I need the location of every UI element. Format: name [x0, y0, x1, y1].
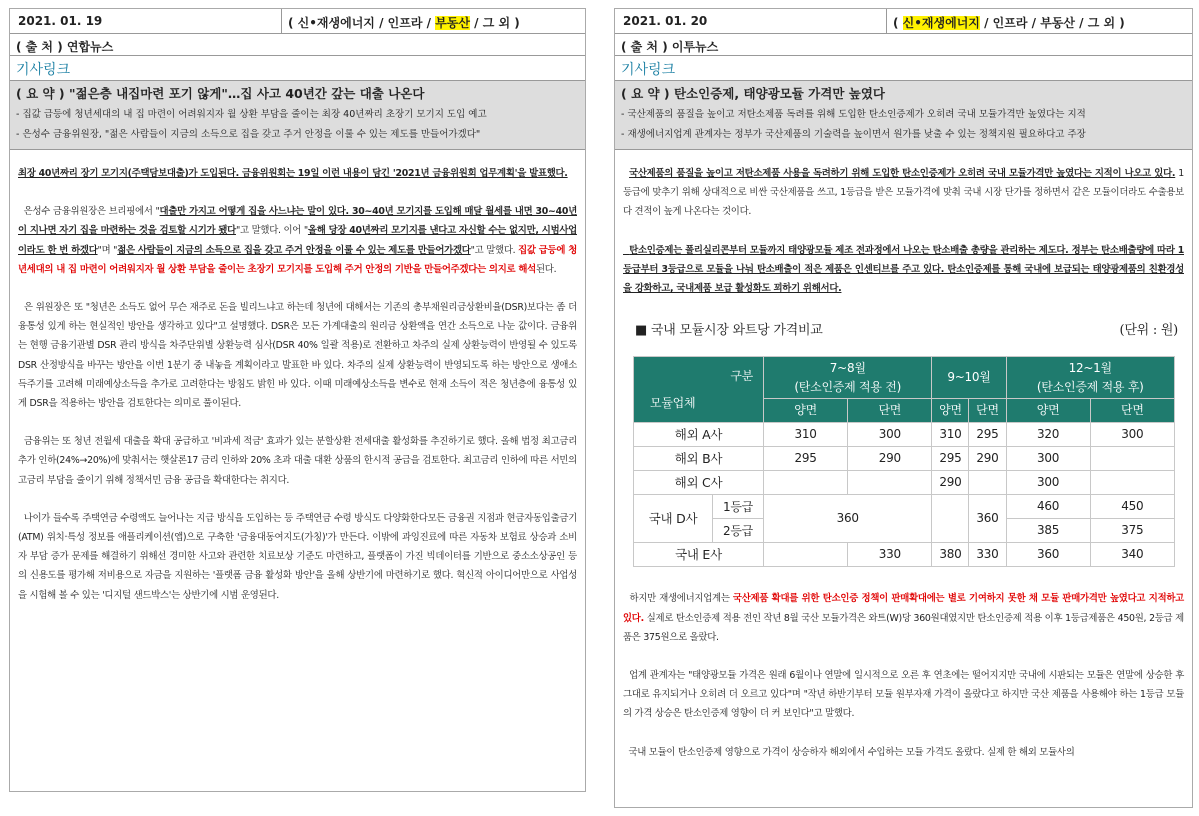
row-label: 국내 E사: [634, 543, 764, 567]
category-renewable-selected: 신•재생에너지: [902, 16, 980, 30]
cell: 340: [1090, 543, 1174, 567]
row-label: 해외 A사: [634, 423, 764, 447]
cell: 295: [764, 447, 848, 471]
cell: 460: [1006, 495, 1090, 519]
cell: 290: [848, 447, 932, 471]
category-separator: /: [979, 16, 993, 30]
text-run: 국내 모듈이 탄소인증제 영향으로 가격이 상승하자 해외에서 수입하는 모듈 가격도 올랐다. 실제 한 해외 모듈사의: [628, 746, 1075, 758]
article-source: ( 출 처 ) 이투뉴스: [615, 34, 1192, 56]
card-header: [10, 9, 585, 34]
category-other: 그 외: [482, 16, 511, 30]
row-label: 해외 B사: [634, 447, 764, 471]
header-mono: 단면: [1090, 399, 1174, 423]
header-bifacial: 양면: [932, 399, 969, 423]
cell: 300: [1006, 471, 1090, 495]
text-run: 하지만 재생에너지업계는: [629, 593, 733, 605]
text-run: 1등급에 맞추기 위해 상대적으로 비싼 국산제품을 쓰고, 1등급을 받은 모듈가격에 맞춰 국내 시장 단가를 정하면서 같은 모듈이더라도 수출용보다 견적이 높게 나온다는 것이다.: [623, 168, 1184, 218]
cell: 290: [932, 471, 969, 495]
summary-title: ( 요 약 ) 탄소인증제, 태양광모듈 가격만 높였다: [621, 86, 885, 101]
table-corner-header: [634, 357, 764, 423]
table-row: [634, 471, 1175, 495]
text-run: 은성수 금융위원장은 브리핑에서 ": [23, 206, 160, 218]
paragraph: [623, 589, 1184, 647]
emphasis-text: 탄소인증제는 폴리실리콘부터 모듈까지 태양광모듈 제조 전과정에서 나오는 탄소배출 총량을 관리하는 제도다. 정부는 탄소배출량에 따라 1등급부터 3등급으로 모듈을 나눠 탄소배출이 적은 제품은 인센티브를 주고 있다. 탄소인증제를 통해 국내에 보급되는 태양광제품의 친환경성을 강화하고, 국내제품 보급 활성화도 꾀하기 위해서다.: [623, 244, 1184, 295]
cell: 330: [848, 543, 932, 567]
paragraph: [623, 164, 1184, 222]
cell: [764, 543, 848, 567]
summary-box: [10, 81, 585, 150]
header-period-1-note: (탄소인증제 적용 전): [794, 379, 902, 394]
category-paren: ): [510, 16, 520, 30]
category-paren: (: [893, 16, 903, 30]
header-mono: 단면: [848, 399, 932, 423]
cell: 450: [1090, 495, 1174, 519]
header-period-1: [764, 357, 932, 399]
cell: 295: [932, 447, 969, 471]
highlight-text: 집값 급등에 청년세대의 내 집 마련이 어려워지자 월 상환 부담을 줄이는 초장기 모기지를 도입해 주거 안정의 기반을 만들어주겠다는 의지로 해석: [18, 244, 578, 275]
article-link[interactable]: 기사링크: [10, 56, 585, 81]
article-body: [10, 150, 585, 605]
row-label: 국내 D사: [648, 511, 698, 527]
text-run: "며 ": [97, 244, 118, 256]
text-run: 업계 관계자는 "태양광모듈 가격은 원래 6월이나 연말에 일시적으로 오른 후 연초에는 떨어지지만 국내에 시판되는 모듈은 연말에 상승한 후 그대로 유지되거나 오히려 더 오르고 있다"며 "작년 하반기부터 모듈 원부자재 가격이 올랐다고 하지만 국산 제품을 사용해야 하는 1등급 모듈의 가격 상승은 탄소인증제 영향이 더 커 보인다"고 말했다.: [623, 670, 1185, 720]
category-separator: /: [1074, 16, 1088, 30]
category-paren: (: [288, 16, 298, 30]
article-link[interactable]: 기사링크: [615, 56, 1192, 81]
grade-labels: [712, 495, 764, 543]
cell: 310: [764, 423, 848, 447]
summary-line: - 집값 급등에 청년세대의 내 집 마련이 어려워지자 월 상환 부담을 줄이는 최장 40년짜리 초장기 모기지 도입 예고: [16, 109, 487, 120]
row-label: 해외 C사: [634, 471, 764, 495]
cell: [848, 471, 932, 495]
emphasis-text: 국산제품의 품질을 높이고 저탄소제품 사용을 독려하기 위해 도입한 탄소인증제가 오히려 국내 모듈가격만 높였다는 지적이 나오고 있다.: [629, 168, 1176, 179]
cell: 360: [969, 495, 1006, 543]
cell: 300: [848, 423, 932, 447]
cell: 300: [1006, 447, 1090, 471]
category-infra: 인프라: [387, 16, 423, 30]
cell: [1090, 471, 1174, 495]
card-header: [615, 9, 1192, 34]
category-paren: ): [1115, 16, 1125, 30]
paragraph: [18, 298, 577, 413]
text-run: 금융위는 또 청년 전월세 대출을 확대 공급하고 '비과세 적금' 효과가 있는 분할상환 전세대출 활성화를 추진하기로 했다. 올해 법정 최고금리 추가 인하(24%→20%)에 맞춰서는 햇살론17 금리 인하와 20% 초과 대출 대환 상품의 한시적 공급을 검토한다. 최고금리 인하에 따른 서민의 고금리 부담을 줄이기 위해 정책서민 금융 공급을 확대한다는 취지다.: [18, 436, 577, 486]
cell: [1090, 447, 1174, 471]
paragraph: [623, 743, 1184, 762]
header-period-1-months: 7~8월: [829, 360, 866, 375]
cell: 320: [1006, 423, 1090, 447]
cell: 310: [932, 423, 969, 447]
text-run: "고 말했다.: [470, 244, 519, 256]
text-run: 나이가 들수록 주택연금 수령액도 늘어나는 지급 방식을 도입하는 등 주택연금 수령 방식도 다양화한다모든 금융권 지점과 현금자동입출금기(ATM) 위치·특성 정보를 애플리케이션(앱)으로 구축한 '금융대동여지도(가칭)'가 만든다. 이밖에 과잉진료에 따른 자동차 보험료 상승과 소비자 부담 증가 문제를 해결하기 위해선 경미한 사고와 관련한 치료보상 기준도 마련하고, 플랫폼이 가진 빅데이터를 기반으로 중소소상공인 등의 신용도를 평가해 저비용으로 자금을 지원하는 '플랫폼 금융 활성화 방안'을 올해 상반기에 마련하기로 했다. 혁신적 아이디어만으로 사업성을 시험해 볼 수 있는 '디지털 샌드박스'는 상반기에 시범 운영된다.: [18, 512, 578, 601]
category-separator: /: [422, 16, 436, 30]
header-period-2: 9~10월: [932, 357, 1006, 399]
header-mono: 단면: [969, 399, 1006, 423]
paragraph: 최장 40년짜리 장기 모기지(주택담보대출)가 도입된다. 금융위원회는 19일 이런 내용이 담긴 '2021년 금융위원회 업무계획'을 발표했다.: [18, 168, 568, 179]
news-card-left: [9, 8, 586, 792]
table-row: [634, 447, 1175, 471]
cell: 380: [932, 543, 969, 567]
header-bifacial: 양면: [1006, 399, 1090, 423]
cell: 330: [969, 543, 1006, 567]
header-period-3: [1006, 357, 1175, 399]
paragraph: [18, 432, 577, 490]
category-realestate: 부동산: [1040, 16, 1075, 30]
category-separator: /: [1027, 16, 1041, 30]
summary-line: - 은성수 금융위원장, "젊은 사람들이 지금의 소득으로 집을 갖고 주거 안정을 이룰 수 있는 제도를 만들어가겠다": [16, 129, 481, 140]
category-realestate-selected: 부동산: [435, 16, 470, 30]
cell: 300: [1090, 423, 1174, 447]
summary-line: - 국산제품의 품질을 높이고 저탄소제품 독려를 위해 도입한 탄소인증제가 오히려 국내 모듈가격만 높였다는 지적: [621, 109, 1086, 120]
table-unit: (단위 : 원): [1119, 323, 1178, 339]
cell: [969, 471, 1006, 495]
table-row: [634, 423, 1175, 447]
cell: [932, 495, 969, 543]
article-date: 2021. 01. 19: [10, 9, 282, 33]
table-row: [634, 543, 1175, 567]
text-run: 은 위원장은 또 "청년은 소득도 없어 무슨 재주로 돈을 빌리느냐고 하는데 청년에 대해서는 기존의 총부채원리금상환비율(DSR)보다는 좀 더 융통성 있게 하는 현실적인 방안을 생각하고 있다"고 설명했다. DSR은 모든 가계대출의 원리금 상환액을 연간 소득으로 나눈 값이다. 금융위는 현행 금융기관별 DSR 관리 방식을 차주단위별 상환능력 심사(DSR 40% 일괄 적용)로 전환하고 차주의 실제 상환능력이 반영될 수 있도록 DSR 산정방식을 바꾸는 방안을 이번 1분기 중 내놓을 계획이라고 발표한 바 있다. 차주의 실제 상환능력이 반영되도록 하는 방안으로 생애소득주기를 고려해 미래예상소득을 추가로 고려한다는 방침도 밝힌 바 있다. 이때 미래예상소득을 변수로 현재 소득이 적은 청년층에 융통성 있게 DSR을 적용하는 방안을 검토한다는 의미로 풀이된다.: [18, 302, 577, 410]
category-infra: 인프라: [992, 16, 1028, 30]
category-list: [887, 9, 1192, 33]
article-body: [615, 150, 1192, 762]
paragraph: [623, 241, 1184, 299]
article-date: 2021. 01. 20: [615, 9, 887, 33]
paragraph: [623, 666, 1184, 724]
cell: 385: [1006, 519, 1090, 543]
highlight-text: 국산제품 확대를 위한 탄소인증 정책이 판매확대에는 별로 기여하지 못한 채 모듈 판매가격만 높였다고 지적하고 있다.: [623, 593, 1184, 624]
category-list: [282, 9, 585, 33]
emphasis-text: 대출만 가지고 어떻게 집을 사느냐는 말이 있다. 30~40년 모기지를 도입해 매달 월세를 내면 30~40년이 지나면 자기 집을 마련하는 것을 검토할 시기가 됐다: [18, 206, 577, 237]
text-run: "고 말했다. 이어 ": [235, 225, 308, 237]
grade-1-label: 1등급: [712, 495, 764, 519]
paragraph: [18, 509, 577, 605]
article-source: ( 출 처 ) 연합뉴스: [10, 34, 585, 56]
text-run: 실제로 탄소인증제 적용 전인 작년 8월 국산 모듈가격은 와트(W)당 360원대였지만 탄소인증제 적용 이후 1등급제품은 450원, 2등급 제품은 375원으로 올랐다.: [623, 612, 1184, 643]
cell: 360: [1006, 543, 1090, 567]
emphasis-text: 젊은 사람들이 지금의 소득으로 집을 갖고 주거 안정을 이룰 수 있는 제도를 만들어가겠다: [117, 244, 471, 256]
summary-box: [615, 81, 1192, 150]
cell: [764, 471, 848, 495]
cell: 290: [969, 447, 1006, 471]
category-renewable: 신•재생에너지: [297, 16, 375, 30]
paragraph: [18, 202, 577, 279]
category-separator: /: [374, 16, 388, 30]
cell: 375: [1090, 519, 1174, 543]
cell: 360: [764, 495, 932, 543]
header-period-3-note: (탄소인증제 적용 후): [1036, 379, 1144, 394]
grade-2-label: 2등급: [712, 519, 764, 543]
news-card-right: [614, 8, 1193, 808]
summary-line: - 재생에너지업계 관계자는 정부가 국산제품의 기술력을 높이면서 원가를 낮출 수 있는 정책지원 필요하다고 주장: [621, 129, 1086, 140]
summary-title: ( 요 약 ) "젊은층 내집마련 포기 않게"…집 사고 40년간 갚는 대출 나온다: [16, 86, 425, 101]
cell: 295: [969, 423, 1006, 447]
header-bifacial: 양면: [764, 399, 848, 423]
header-period-3-months: 12~1월: [1068, 360, 1112, 375]
category-separator: /: [469, 16, 483, 30]
text-run: 된다.: [535, 263, 557, 275]
header-gubun: 구분: [730, 368, 753, 383]
emphasis-text: 올해 당장 40년짜리 모기지를 낸다고 자신할 수는 없지만, 시범사업이라도 한 번 하겠다: [18, 225, 577, 256]
table-title: ■ 국내 모듈시장 와트당 가격비교: [635, 323, 823, 339]
table-caption: [623, 317, 1184, 340]
header-company: 모듈업체: [650, 395, 696, 410]
category-other: 그 외: [1087, 16, 1116, 30]
